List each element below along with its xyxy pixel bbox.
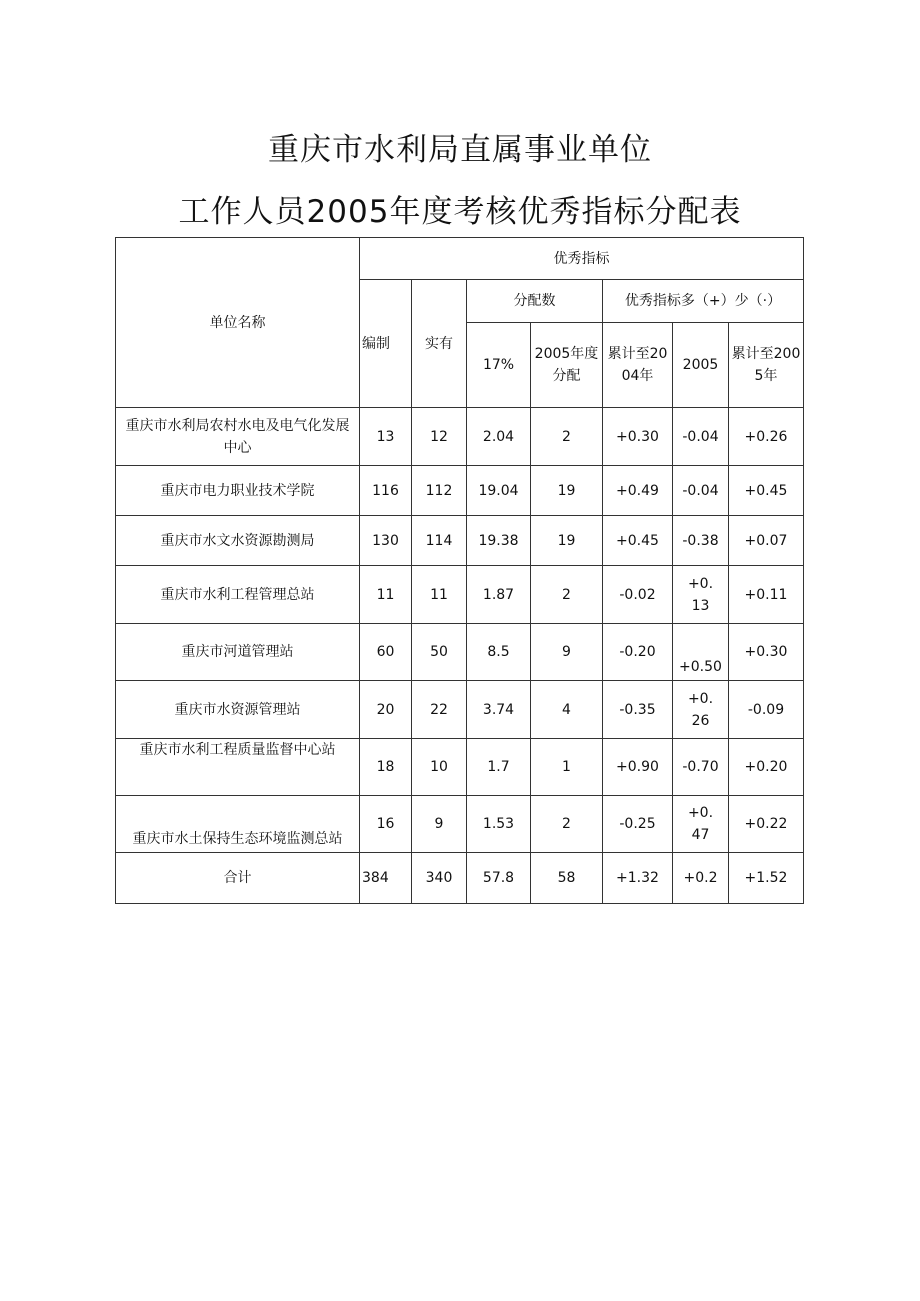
table-row xyxy=(116,796,804,853)
unit-name-cell: 重庆市河道管理站 xyxy=(116,624,360,681)
cum2005-cell: +0.45 xyxy=(729,466,804,516)
y2005-cell: -0.38 xyxy=(673,516,729,566)
cum2004-cell: +0.45 xyxy=(603,516,673,566)
cum2004-cell: +0.49 xyxy=(603,466,673,516)
header-unit-name: 单位名称 xyxy=(116,238,360,408)
header-alloc2005: 2005年度分配 xyxy=(531,323,603,408)
unit-name-cell: 重庆市水资源管理站 xyxy=(116,681,360,739)
total-y2005: +0.2 xyxy=(673,853,729,904)
cum2004-cell: -0.02 xyxy=(603,566,673,624)
staffing-cell: 18 xyxy=(360,739,412,796)
pct17-cell: 1.7 xyxy=(467,739,531,796)
alloc-cell: 4 xyxy=(531,681,603,739)
header-cum2004: 累计至2004年 xyxy=(603,323,673,408)
header-diff: 优秀指标多（+）少（·） xyxy=(603,280,804,323)
alloc-cell: 19 xyxy=(531,516,603,566)
total-row xyxy=(116,853,804,904)
cum2005-cell: +0.07 xyxy=(729,516,804,566)
alloc-cell: 1 xyxy=(531,739,603,796)
total-actual: 340 xyxy=(412,853,467,904)
pct17-cell: 2.04 xyxy=(467,408,531,466)
table-row xyxy=(116,681,804,739)
table-row xyxy=(116,408,804,466)
staffing-cell: 60 xyxy=(360,624,412,681)
unit-name-cell: 重庆市水土保持生态环境监测总站 xyxy=(116,796,360,853)
header-excellence-quota: 优秀指标 xyxy=(360,238,804,280)
allocation-table xyxy=(115,237,804,904)
header-allocation: 分配数 xyxy=(467,280,603,323)
y2005-cell: -0.04 xyxy=(673,408,729,466)
table-row xyxy=(116,739,804,796)
cum2004-cell: -0.25 xyxy=(603,796,673,853)
pct17-cell: 1.53 xyxy=(467,796,531,853)
unit-name-cell: 重庆市水文水资源勘测局 xyxy=(116,516,360,566)
alloc-cell: 19 xyxy=(531,466,603,516)
actual-cell: 10 xyxy=(412,739,467,796)
staffing-cell: 16 xyxy=(360,796,412,853)
header-2005: 2005 xyxy=(673,323,729,408)
unit-name-cell: 重庆市水利工程管理总站 xyxy=(116,566,360,624)
document-title-line1: 重庆市水利局直属事业单位 xyxy=(268,132,652,168)
alloc-cell: 2 xyxy=(531,796,603,853)
actual-cell: 12 xyxy=(412,408,467,466)
cum2004-cell: -0.20 xyxy=(603,624,673,681)
header-cum2005: 累计至2005年 xyxy=(729,323,804,408)
cum2004-cell: +0.90 xyxy=(603,739,673,796)
staffing-cell: 13 xyxy=(360,408,412,466)
staffing-cell: 11 xyxy=(360,566,412,624)
header-actual: 实有 xyxy=(412,280,467,408)
actual-cell: 22 xyxy=(412,681,467,739)
alloc-cell: 2 xyxy=(531,566,603,624)
actual-cell: 112 xyxy=(412,466,467,516)
staffing-cell: 130 xyxy=(360,516,412,566)
table-row xyxy=(116,466,804,516)
y2005-cell: +0.26 xyxy=(673,681,729,739)
cum2005-cell: +0.26 xyxy=(729,408,804,466)
cum2004-cell: -0.35 xyxy=(603,681,673,739)
total-cum2005: +1.52 xyxy=(729,853,804,904)
staffing-cell: 20 xyxy=(360,681,412,739)
alloc-cell: 2 xyxy=(531,408,603,466)
y2005-cell: -0.70 xyxy=(673,739,729,796)
table-row xyxy=(116,516,804,566)
actual-cell: 11 xyxy=(412,566,467,624)
total-alloc: 58 xyxy=(531,853,603,904)
actual-cell: 50 xyxy=(412,624,467,681)
y2005-cell: +0.47 xyxy=(673,796,729,853)
table-row xyxy=(116,624,804,681)
actual-cell: 9 xyxy=(412,796,467,853)
document-title-line2: 工作人员2005年度考核优秀指标分配表 xyxy=(178,194,742,230)
cum2005-cell: +0.20 xyxy=(729,739,804,796)
unit-name-cell: 重庆市电力职业技术学院 xyxy=(116,466,360,516)
pct17-cell: 19.38 xyxy=(467,516,531,566)
pct17-cell: 3.74 xyxy=(467,681,531,739)
unit-name-cell: 重庆市水利工程质量监督中心站 xyxy=(116,739,360,796)
header-pct17: 17% xyxy=(467,323,531,408)
actual-cell: 114 xyxy=(412,516,467,566)
alloc-cell: 9 xyxy=(531,624,603,681)
header-staffing: 编制 xyxy=(360,280,412,408)
total-cum2004: +1.32 xyxy=(603,853,673,904)
staffing-cell: 116 xyxy=(360,466,412,516)
table-row xyxy=(116,566,804,624)
cum2005-cell: -0.09 xyxy=(729,681,804,739)
y2005-cell: +0.13 xyxy=(673,566,729,624)
total-label: 合计 xyxy=(116,853,360,904)
unit-name-cell: 重庆市水利局农村水电及电气化发展中心 xyxy=(116,408,360,466)
y2005-cell: -0.04 xyxy=(673,466,729,516)
pct17-cell: 8.5 xyxy=(467,624,531,681)
total-pct17: 57.8 xyxy=(467,853,531,904)
y2005-cell: +0.50 xyxy=(673,624,729,681)
total-staffing: 384 xyxy=(360,853,412,904)
cum2005-cell: +0.22 xyxy=(729,796,804,853)
pct17-cell: 19.04 xyxy=(467,466,531,516)
cum2005-cell: +0.30 xyxy=(729,624,804,681)
pct17-cell: 1.87 xyxy=(467,566,531,624)
cum2004-cell: +0.30 xyxy=(603,408,673,466)
cum2005-cell: +0.11 xyxy=(729,566,804,624)
